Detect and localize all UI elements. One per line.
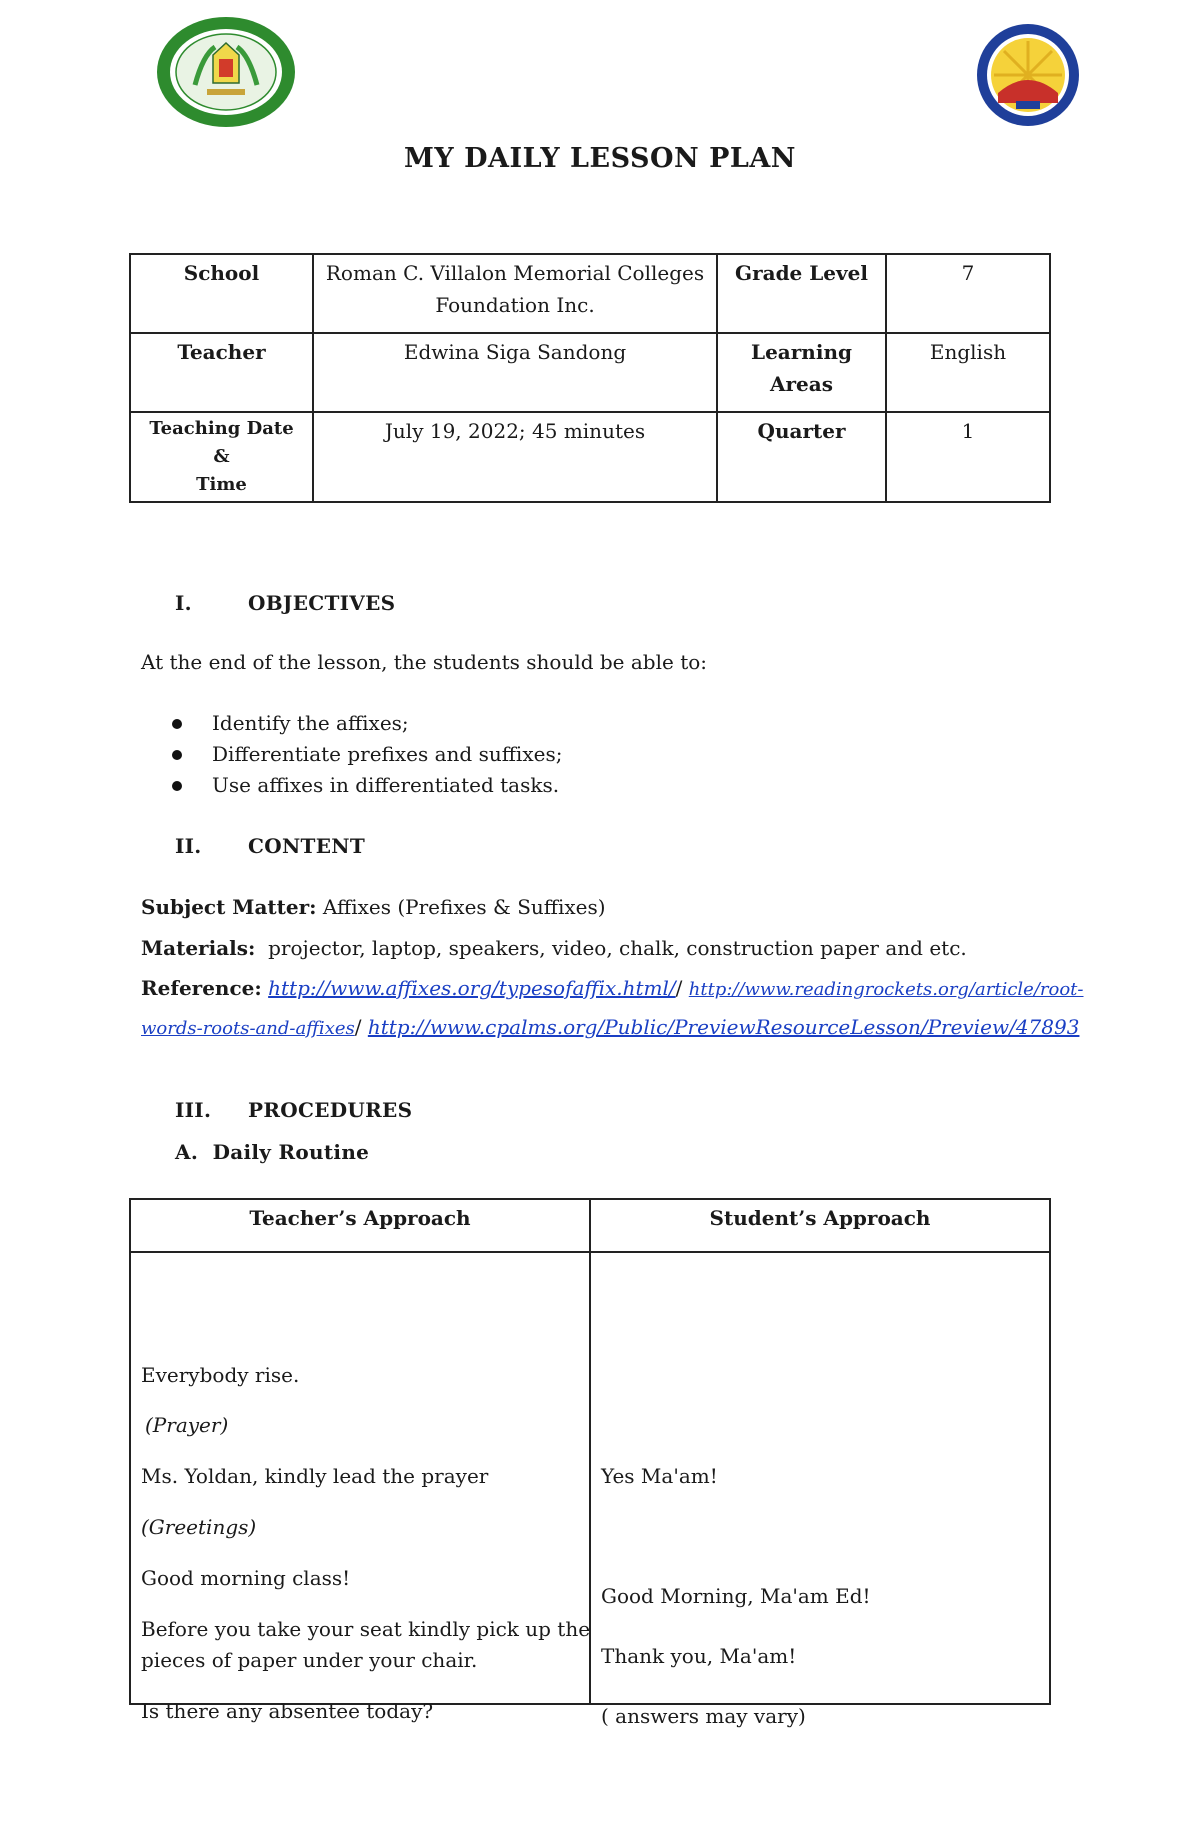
student-line: ( answers may vary): [601, 1704, 806, 1728]
area-label-line2: Areas: [770, 372, 833, 396]
teacher-line: Good morning class!: [141, 1566, 351, 1590]
learning-areas-label: [717, 333, 886, 412]
grade-value: 7: [886, 254, 1050, 333]
table-row: [130, 254, 1050, 333]
list-item-text: Differentiate prefixes and suffixes;: [212, 742, 563, 766]
teacher-value: Edwina Siga Sandong: [313, 333, 717, 412]
teacher-line: pieces of paper under your chair.: [141, 1648, 478, 1672]
materials-label: Materials:: [141, 936, 256, 960]
commission-on-higher-education-seal: [976, 23, 1080, 127]
reference-link-affixes[interactable]: http://www.affixes.org/typesofaffix.html/: [268, 976, 676, 1000]
list-item: [172, 770, 562, 801]
reference-separator: /: [354, 1015, 362, 1039]
objectives-number: I.: [175, 591, 192, 615]
reference-line2: [141, 1015, 1079, 1039]
procedures-number: III.: [175, 1098, 212, 1122]
list-item: [172, 708, 562, 739]
materials: [141, 936, 967, 960]
table-row: [130, 333, 1050, 412]
table-header-row: [130, 1199, 1050, 1252]
bullet-icon: [172, 781, 182, 791]
content-title: CONTENT: [248, 834, 366, 858]
reference-label: Reference:: [141, 976, 262, 1000]
procedures-heading: [175, 1098, 412, 1122]
quarter-label: Quarter: [717, 412, 886, 502]
lesson-info-table: [129, 253, 1051, 503]
reference-link-cpalms[interactable]: http://www.cpalms.org/Public/PreviewResourceLesson/Preview/47893: [367, 1015, 1080, 1039]
content-number: II.: [175, 834, 202, 858]
learning-areas-value: English: [886, 333, 1050, 412]
list-item-text: Identify the affixes;: [212, 711, 409, 735]
school-seal-logo: [155, 15, 297, 130]
table-row: [130, 412, 1050, 502]
materials-value: projector, laptop, speakers, video, chalk, construction paper and etc.: [268, 936, 967, 960]
objectives-intro: At the end of the lesson, the students should be able to:: [141, 650, 708, 674]
reference-link-readingrockets-cont[interactable]: words-roots-and-affixes: [141, 1018, 355, 1039]
bullet-icon: [172, 750, 182, 760]
student-line: Thank you, Ma'am!: [601, 1644, 797, 1668]
teacher-approach-header: Teacher’s Approach: [130, 1199, 590, 1252]
table-row: [130, 1252, 1050, 1704]
student-approach-header: Student’s Approach: [590, 1199, 1050, 1252]
school-label: School: [130, 254, 313, 333]
teacher-line: Ms. Yoldan, kindly lead the prayer: [141, 1464, 489, 1488]
teacher-approach-cell: [130, 1252, 591, 1723]
daily-routine-table: [129, 1198, 1051, 1728]
teacher-line: (Prayer): [145, 1413, 229, 1437]
page-title: MY DAILY LESSON PLAN: [404, 143, 796, 174]
school-value-line2: Foundation Inc.: [435, 293, 595, 317]
teaching-date-label: [130, 412, 313, 502]
objectives-list: [172, 708, 562, 801]
content-heading: [175, 834, 365, 858]
reference-link-readingrockets[interactable]: http://www.readingrockets.org/article/root-: [688, 979, 1084, 1000]
teacher-label: Teacher: [130, 333, 313, 412]
daily-routine-heading: A. Daily Routine: [175, 1140, 370, 1164]
subject-matter-value: Affixes (Prefixes & Suffixes): [322, 895, 606, 919]
procedures-title: PROCEDURES: [248, 1098, 413, 1122]
student-approach-cell: [590, 1252, 1050, 1728]
objectives-title: OBJECTIVES: [248, 591, 396, 615]
school-value: [313, 254, 717, 333]
reference-separator: /: [675, 976, 683, 1000]
teacher-line: (Greetings): [141, 1515, 257, 1539]
area-label-line1: Learning: [751, 340, 852, 364]
list-item-text: Use affixes in differentiated tasks.: [212, 773, 560, 797]
student-line: Yes Ma'am!: [601, 1464, 718, 1488]
date-label-line2: Time: [196, 474, 247, 495]
quarter-value: 1: [886, 412, 1050, 502]
teaching-date-value: July 19, 2022; 45 minutes: [313, 412, 717, 502]
date-label-line1: Teaching Date &: [149, 418, 294, 467]
student-line: Good Morning, Ma'am Ed!: [601, 1584, 871, 1608]
objectives-heading: [175, 591, 395, 615]
teacher-line: Everybody rise.: [141, 1363, 300, 1387]
school-value-line1: Roman C. Villalon Memorial Colleges: [325, 261, 705, 285]
teacher-line: Is there any absentee today?: [141, 1699, 434, 1723]
subject-matter: [141, 895, 606, 919]
subject-matter-label: Subject Matter:: [141, 895, 317, 919]
teacher-line: Before you take your seat kindly pick up the: [141, 1617, 591, 1641]
grade-label: Grade Level: [717, 254, 886, 333]
bullet-icon: [172, 719, 182, 729]
list-item: [172, 739, 562, 770]
reference-line1: [141, 976, 1084, 1000]
